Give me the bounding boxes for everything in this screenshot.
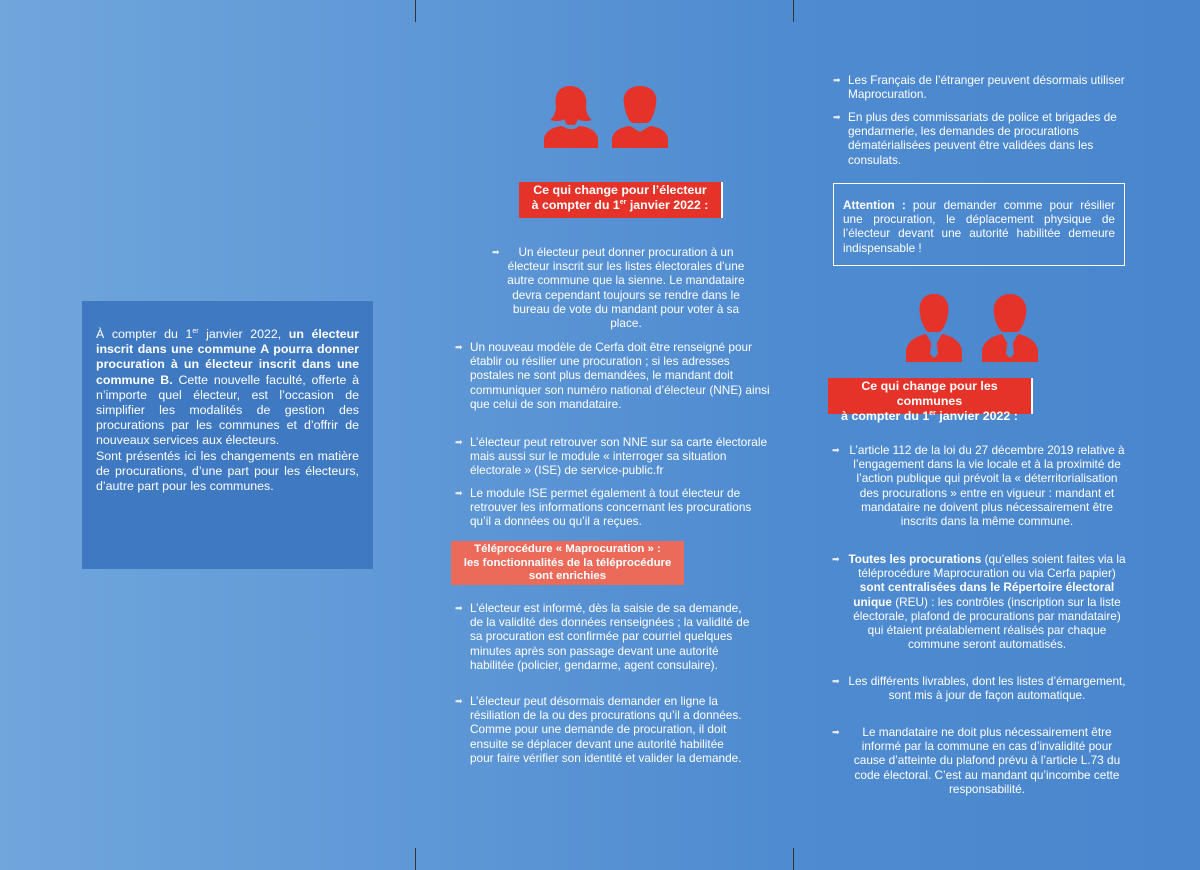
heading-line: sont enrichies xyxy=(528,570,607,583)
crop-mark xyxy=(793,848,794,870)
arrow-bullet-icon: ➡ xyxy=(833,112,841,122)
communes-bullet-4 xyxy=(832,725,1128,796)
arrow-bullet-icon: ➡ xyxy=(832,727,840,737)
communes-heading xyxy=(828,378,1033,423)
electeur-bullet-6 xyxy=(455,694,750,765)
attention-label: Attention : xyxy=(843,198,906,212)
heading-line: Ce qui change pour l’électeur xyxy=(533,183,707,197)
electeur-bullet-5 xyxy=(455,601,750,672)
electeur-bullet-2 xyxy=(455,340,770,411)
electeur-bullet-3 xyxy=(455,435,770,478)
attention-text: pour demander comme pour résilier une procuration, le déplacement physique de l’électeur devant une autorité habilitée demeure indispensable ! xyxy=(843,198,1115,255)
communes-bullet-3 xyxy=(832,674,1128,703)
bullet-text: Le mandataire ne doit plus nécessairement être informé par la commune en cas d’invalidité pour cause d’atteinte du plafond prévu à l’article L.73 du code électoral. C’est au mandant qu’incombe cette responsabilité. xyxy=(853,725,1121,796)
arrow-bullet-icon: ➡ xyxy=(832,676,840,686)
intro-paragraph xyxy=(96,327,359,449)
intro-panel xyxy=(82,301,373,569)
bullet-bold: sont centralisées dans le Répertoire électoral unique xyxy=(853,580,1115,609)
intro-text: À compter du 1 xyxy=(96,327,193,341)
intro-paragraph-2: Sont présentés ici les changements en matière de procurations, d’une part pour les électeurs, d’autre part pour les communes. xyxy=(96,448,359,494)
bullet-text: Les Français de l’étranger peuvent désormais utiliser Maprocuration. xyxy=(848,73,1125,102)
crop-mark xyxy=(793,0,794,22)
two-persons-icon xyxy=(544,82,674,148)
bullet-text: L’électeur est informé, dès la saisie de sa demande, de la validité des données renseignées ; la validité de sa procuration est confirmée par courriel quelques minutes après son passage devant une autorité habilitée (policier, gendarme, agent consulaire). xyxy=(470,601,750,672)
heading-text: à compter du 1 xyxy=(531,198,620,212)
bullet-text: L’électeur peut désormais demander en ligne la résiliation de la ou des procurations qu’il a données. Comme pour une demande de procuration, il doit ensuite se déplacer devant une autorité habilitée pour faire vérifier son identité et valider la demande. xyxy=(470,694,742,765)
arrow-bullet-icon: ➡ xyxy=(455,696,463,706)
intro-text: janvier 2022, xyxy=(198,327,289,341)
right-bullet-2 xyxy=(833,110,1133,167)
crop-mark xyxy=(415,0,416,22)
bullet-text: (qu’elles soient faites via la téléprocédure Maprocuration ou via Cerfa papier) xyxy=(858,552,1126,581)
bullet-text: Un nouveau modèle de Cerfa doit être renseigné pour établir ou résilier une procuration ; si les adresses postales ne sont plus demandées, le mandant doit communiquer son numéro national d’électeur (NNE) ainsi que celui de son mandataire. xyxy=(470,340,770,411)
bullet-text: L’article 112 de la loi du 27 décembre 2019 relative à l’engagement dans la vie locale et à la proximité de l’action publique qui prévoit la « déterritorialisation des procurations » entre en vigueur : mandant et mandataire ne doivent plus nécessairement être inscrits dans la même commune. xyxy=(849,443,1125,529)
attention-box xyxy=(833,183,1125,266)
arrow-bullet-icon: ➡ xyxy=(455,603,463,613)
heading-sup: er xyxy=(929,410,936,417)
arrow-bullet-icon: ➡ xyxy=(492,247,500,257)
bullet-text: (REU) : les contrôles (inscription sur la liste électorale, plafond de procurations par mandataire) qui étaient préalablement réalisés par chaque commune seront automatisés. xyxy=(853,594,1121,652)
intro-bold: un électeur inscrit dans une commune A pourra donner procuration à un électeur inscrit dans une commune B. xyxy=(96,327,359,387)
arrow-bullet-icon: ➡ xyxy=(832,554,840,564)
electeur-heading xyxy=(519,182,723,218)
arrow-bullet-icon: ➡ xyxy=(455,437,463,447)
crop-mark xyxy=(415,848,416,870)
heading-sup: er xyxy=(619,199,627,206)
arrow-bullet-icon: ➡ xyxy=(833,75,841,85)
heading-line: Ce qui change pour les communes xyxy=(861,379,998,408)
arrow-bullet-icon: ➡ xyxy=(832,445,840,455)
two-persons-icon xyxy=(906,292,1046,362)
right-bullet-1 xyxy=(833,73,1133,102)
bullet-text: Les différents livrables, dont les listes d’émargement, sont mis à jour de façon automatique. xyxy=(848,674,1126,703)
electeur-bullet-4 xyxy=(455,486,770,529)
bullet-text: Un électeur peut donner procuration à un électeur inscrit sur les listes électorales d’une autre commune que la sienne. Le mandataire devra cependant toujours se rendre dans le bureau de vote du mandant pour voter à sa place. xyxy=(507,245,745,331)
heading-line xyxy=(832,409,1027,424)
heading-line: les fonctionnalités de la téléprocédure xyxy=(463,556,672,569)
electeur-bullet-1 xyxy=(492,245,746,331)
heading-line: Téléprocédure « Maprocuration » : xyxy=(474,543,661,555)
intro-text: Cette nouvelle faculté, offerte à n’importe quel électeur, est l’occasion de simplifier les modalités de gestion des procurations par les communes et d’offrir de nouveaux services aux électeurs. xyxy=(96,372,360,448)
heading-line xyxy=(523,198,717,213)
heading-text: à compter du 1 xyxy=(841,409,930,423)
heading-text: janvier 2022 : xyxy=(935,409,1018,423)
intro-sup: er xyxy=(192,328,199,335)
arrow-bullet-icon: ➡ xyxy=(455,342,463,352)
bullet-text: Le module ISE permet également à tout électeur de retrouver les informations concernant les procurations qu’il a données ou qu’il a reçues. xyxy=(470,486,752,529)
bullet-text: L’électeur peut retrouver son NNE sur sa carte électorale mais aussi sur le module « interroger sa situation électorale » (ISE) de service-public.fr xyxy=(470,435,768,478)
bullet-bold: Toutes les procurations xyxy=(848,552,982,566)
arrow-bullet-icon: ➡ xyxy=(455,488,463,498)
bullet-text: En plus des commissariats de police et brigades de gendarmerie, les demandes de procurations dématérialisées peuvent être validées dans les consulats. xyxy=(848,110,1117,167)
communes-bullet-1 xyxy=(832,443,1128,529)
communes-bullet-2 xyxy=(832,552,1128,652)
teleprocedure-heading xyxy=(451,541,684,585)
heading-text: janvier 2022 : xyxy=(626,198,709,212)
